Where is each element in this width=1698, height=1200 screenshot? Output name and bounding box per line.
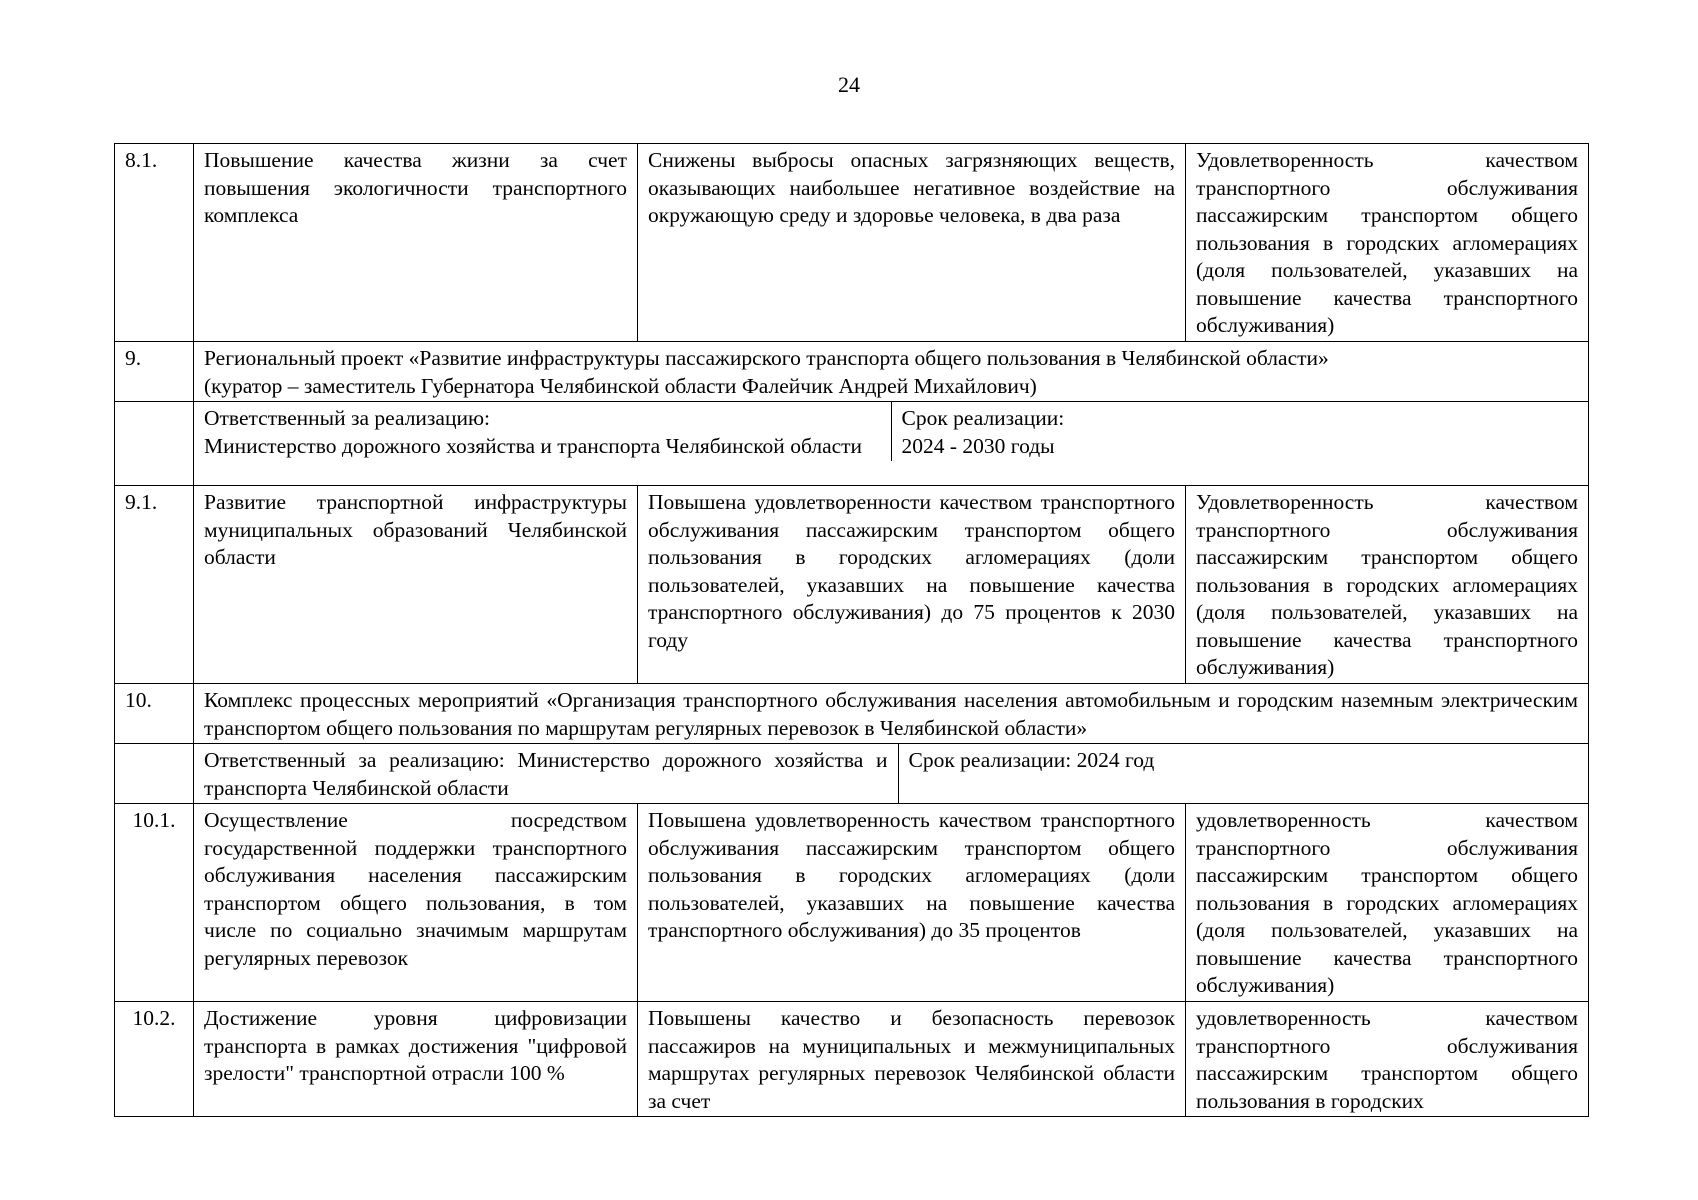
task-cell: Достижение уровня цифровизации транспорта в рамках достижения "цифровой зрелости" транспортной отрасли 100 %: [194, 1002, 638, 1117]
row-number: 9.1.: [115, 486, 194, 684]
term-block: [891, 402, 1588, 461]
project-title: Региональный проект «Развитие инфраструктуры пассажирского транспорта общего пользования в Челябинской области»: [204, 346, 1329, 370]
responsible-label: Ответственный за реализацию:: [204, 406, 491, 430]
task-cell: Развитие транспортной инфраструктуры муниципальных образований Челябинской области: [194, 486, 638, 684]
task-cell: Осуществление посредством государственной поддержки транспортного обслуживания населения пассажирским транспортом общего пользования, в том числе по социально значимым маршрутам регулярных перевозок: [194, 804, 638, 1002]
measures-table: [114, 143, 1589, 1117]
table-row-9-1: [115, 486, 1589, 684]
row-number: 10.2.: [115, 1002, 194, 1117]
term-label: Срок реализации:: [901, 406, 1065, 430]
result-cell: Повышены качество и безопасность перевозок пассажиров на муниципальных и межмуниципальных маршрутах регулярных перевозок Челябинской области за счет: [638, 1002, 1186, 1117]
table-row-8-1: [115, 144, 1589, 342]
term-value: 2024 - 2030 годы: [901, 433, 1055, 458]
page-number: 24: [838, 72, 860, 97]
result-cell: Снижены выбросы опасных загрязняющих веществ, оказывающих наибольшее негативное воздействие на окружающую среду и здоровье человека, в два раза: [638, 144, 1186, 342]
indicator-cell: Удовлетворенность качеством транспортного обслуживания пассажирским транспортом общего пользования в городских агломерациях (доля пользователей, указавших на повышение качества транспортного обслуживания): [1186, 486, 1589, 684]
complex-title-cell: Комплекс процессных мероприятий «Организация транспортного обслуживания населения автомобильным и городским наземным электрическим транспортом общего пользования по маршрутам регулярных перевозок в Челябинской области»: [194, 684, 1589, 744]
table-row-complex-10: [115, 684, 1589, 744]
indicator-cell: удовлетворенность качеством транспортного обслуживания пассажирским транспортом общего пользования в городских: [1186, 1002, 1589, 1117]
result-cell: Повышена удовлетворенности качеством транспортного обслуживания пассажирским транспортом общего пользования в городских агломерациях (доли пользователей, указавших на повышение качества транспортного обслуживания) до 75 процентов к 2030 году: [638, 486, 1186, 684]
row-number: 10.: [115, 684, 194, 744]
indicator-cell: удовлетворенность качеством транспортного обслуживания пассажирским транспортом общего пользования в городских агломерациях (доля пользователей, указавших на повышение качества транспортного обслуживания): [1186, 804, 1589, 1002]
table-row-10-1: [115, 804, 1589, 1002]
responsible-block: [194, 402, 891, 461]
table-row-project-9: [115, 342, 1589, 402]
table-row-complex-10-responsible: [115, 744, 1589, 804]
responsible-term-cell: [194, 744, 1589, 804]
term-block: Срок реализации: 2024 год: [898, 744, 1588, 803]
responsible-block: Ответственный за реализацию: Министерство дорожного хозяйства и транспорта Челябинской области: [204, 748, 888, 800]
table-row-10-2: [115, 1002, 1589, 1117]
responsible-term-cell: [194, 402, 1589, 486]
row-number: 9.: [115, 342, 194, 402]
table-row-project-9-responsible: [115, 402, 1589, 486]
indicator-cell: Удовлетворенность качеством транспортного обслуживания пассажирским транспортом общего пользования в городских агломерациях (доля пользователей, указавших на повышение качества транспортного обслуживания): [1186, 144, 1589, 342]
empty-number-cell: [115, 744, 194, 804]
row-number: 8.1.: [115, 144, 194, 342]
row-number: 10.1.: [115, 804, 194, 1002]
task-cell: Повышение качества жизни за счет повышения экологичности транспортного комплекса: [194, 144, 638, 342]
project-title-cell: [194, 342, 1589, 402]
project-curator: (куратор – заместитель Губернатора Челябинской области Фалейчик Андрей Михайлович): [204, 373, 1037, 398]
responsible-value: Министерство дорожного хозяйства и транспорта Челябинской области: [204, 433, 863, 458]
result-cell: Повышена удовлетворенность качеством транспортного обслуживания пассажирским транспортом общего пользования в городских агломерациях (доли пользователей, указавших на повышение качества транспортного обслуживания) до 35 процентов: [638, 804, 1186, 1002]
empty-number-cell: [115, 402, 194, 486]
